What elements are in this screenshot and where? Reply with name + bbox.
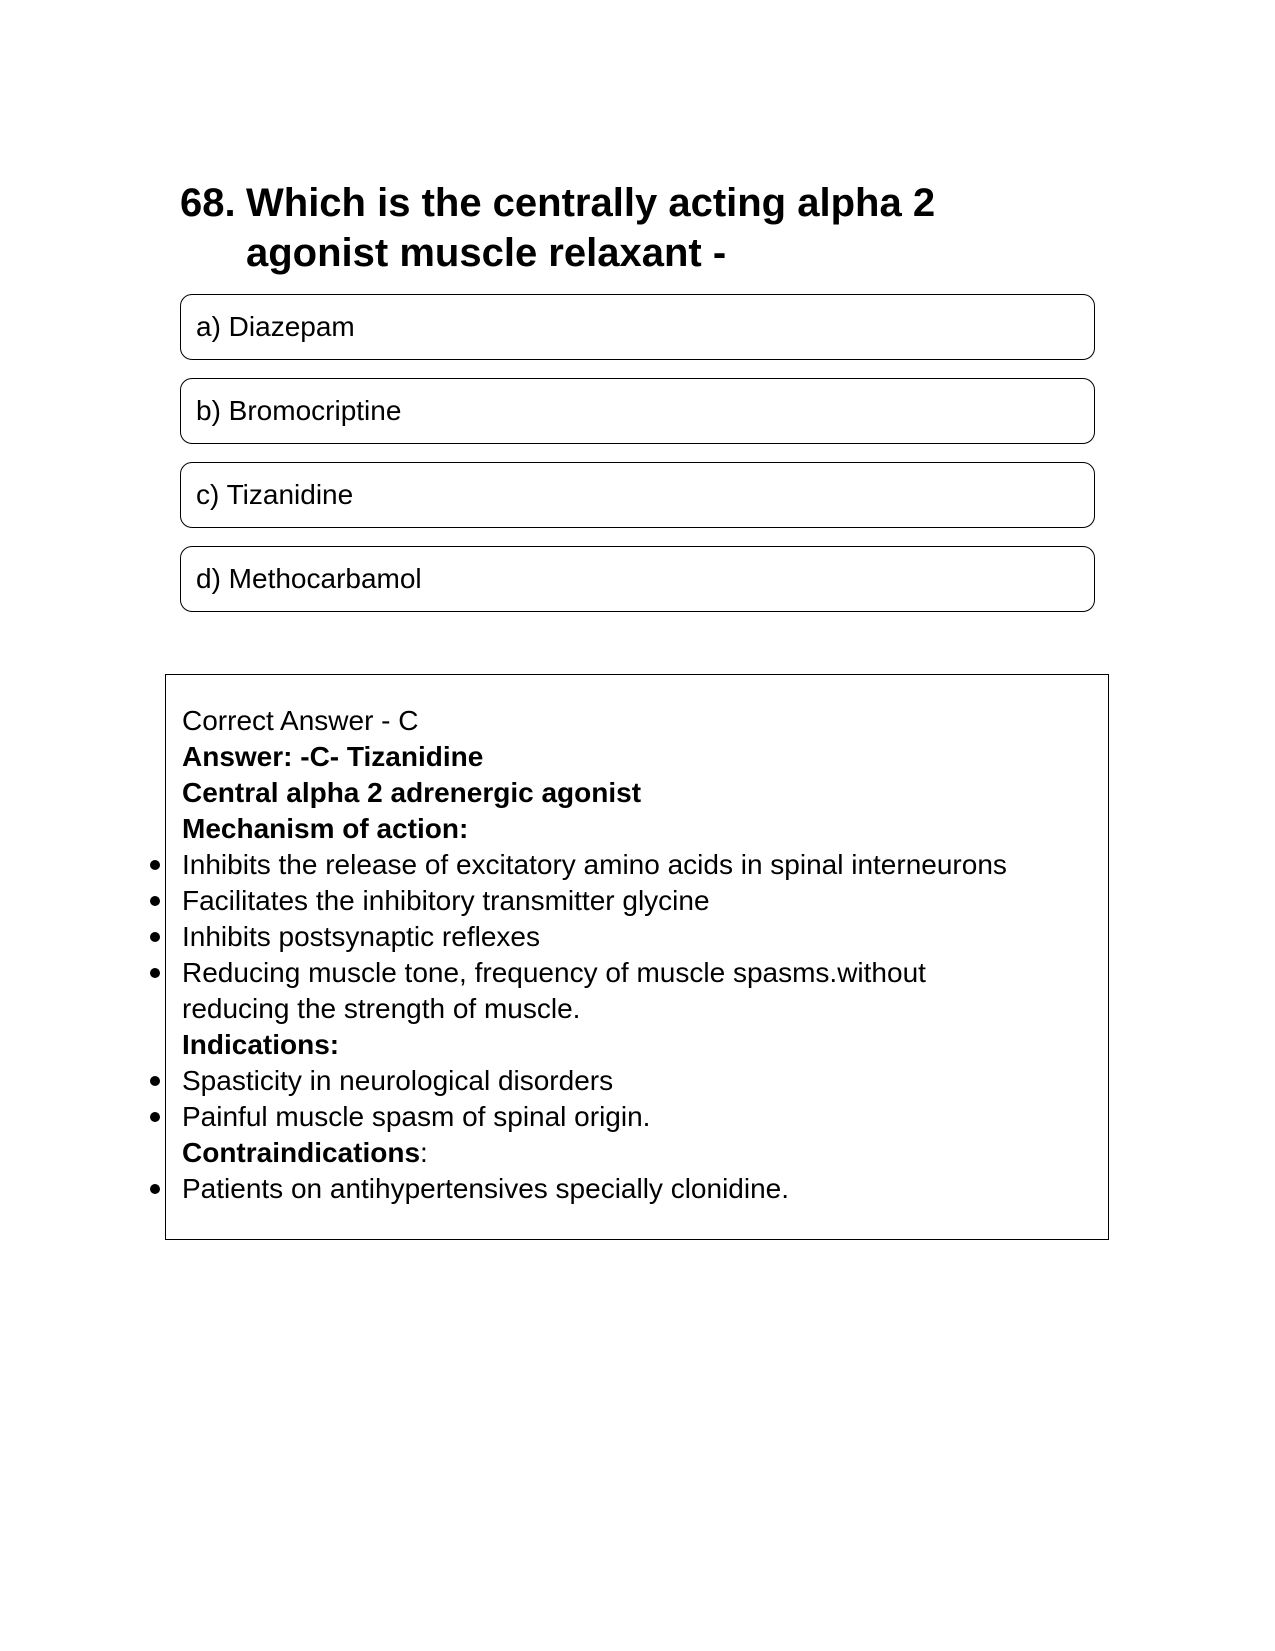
contraindication-item	[182, 1171, 1092, 1207]
bullet-icon	[150, 1184, 160, 1194]
mechanism-item-text: Facilitates the inhibitory transmitter glycine	[182, 885, 710, 916]
contraindications-heading-line	[182, 1135, 1092, 1171]
indication-item-text: Spasticity in neurological disorders	[182, 1065, 614, 1096]
mechanism-item	[182, 955, 972, 1027]
bullet-icon	[150, 1112, 160, 1122]
option-d[interactable]: d) Methocarbamol	[180, 546, 1095, 612]
answer-line: Answer: -C- Tizanidine	[182, 741, 484, 772]
mechanism-item	[182, 883, 1092, 919]
contraindication-item-text: Patients on antihypertensives specially clonidine.	[182, 1173, 790, 1204]
mechanism-heading: Mechanism of action:	[182, 813, 469, 844]
indication-item-text: Painful muscle spasm of spinal origin.	[182, 1101, 651, 1132]
indication-item	[182, 1099, 1092, 1135]
contraindications-heading: Contraindications	[182, 1137, 421, 1168]
question-number: 68.	[180, 181, 236, 225]
mechanism-item-text: Reducing muscle tone, frequency of muscle spasms.without reducing the strength of muscle.	[182, 957, 926, 1024]
option-b[interactable]: b) Bromocriptine	[180, 378, 1095, 444]
bullet-icon	[150, 1076, 160, 1086]
option-c[interactable]: c) Tizanidine	[180, 462, 1095, 528]
bullet-icon	[150, 860, 160, 870]
mechanism-item-text: Inhibits postsynaptic reflexes	[182, 921, 540, 952]
indications-heading: Indications:	[182, 1029, 340, 1060]
mechanism-item-text: Inhibits the release of excitatory amino acids in spinal interneurons	[182, 849, 1007, 880]
bullet-icon	[150, 932, 160, 942]
bullet-icon	[150, 896, 160, 906]
mechanism-item	[182, 847, 1092, 883]
correct-answer-line: Correct Answer - C	[182, 705, 419, 736]
question-text: Which is the centrally acting alpha 2 agonist muscle relaxant -	[246, 181, 936, 275]
answer-explanation	[182, 703, 1092, 1207]
drug-class-line: Central alpha 2 adrenergic agonist	[182, 777, 642, 808]
contraindications-colon: :	[420, 1137, 428, 1168]
bullet-icon	[150, 968, 160, 978]
indication-item	[182, 1063, 1092, 1099]
mechanism-item	[182, 919, 1092, 955]
option-a[interactable]: a) Diazepam	[180, 294, 1095, 360]
